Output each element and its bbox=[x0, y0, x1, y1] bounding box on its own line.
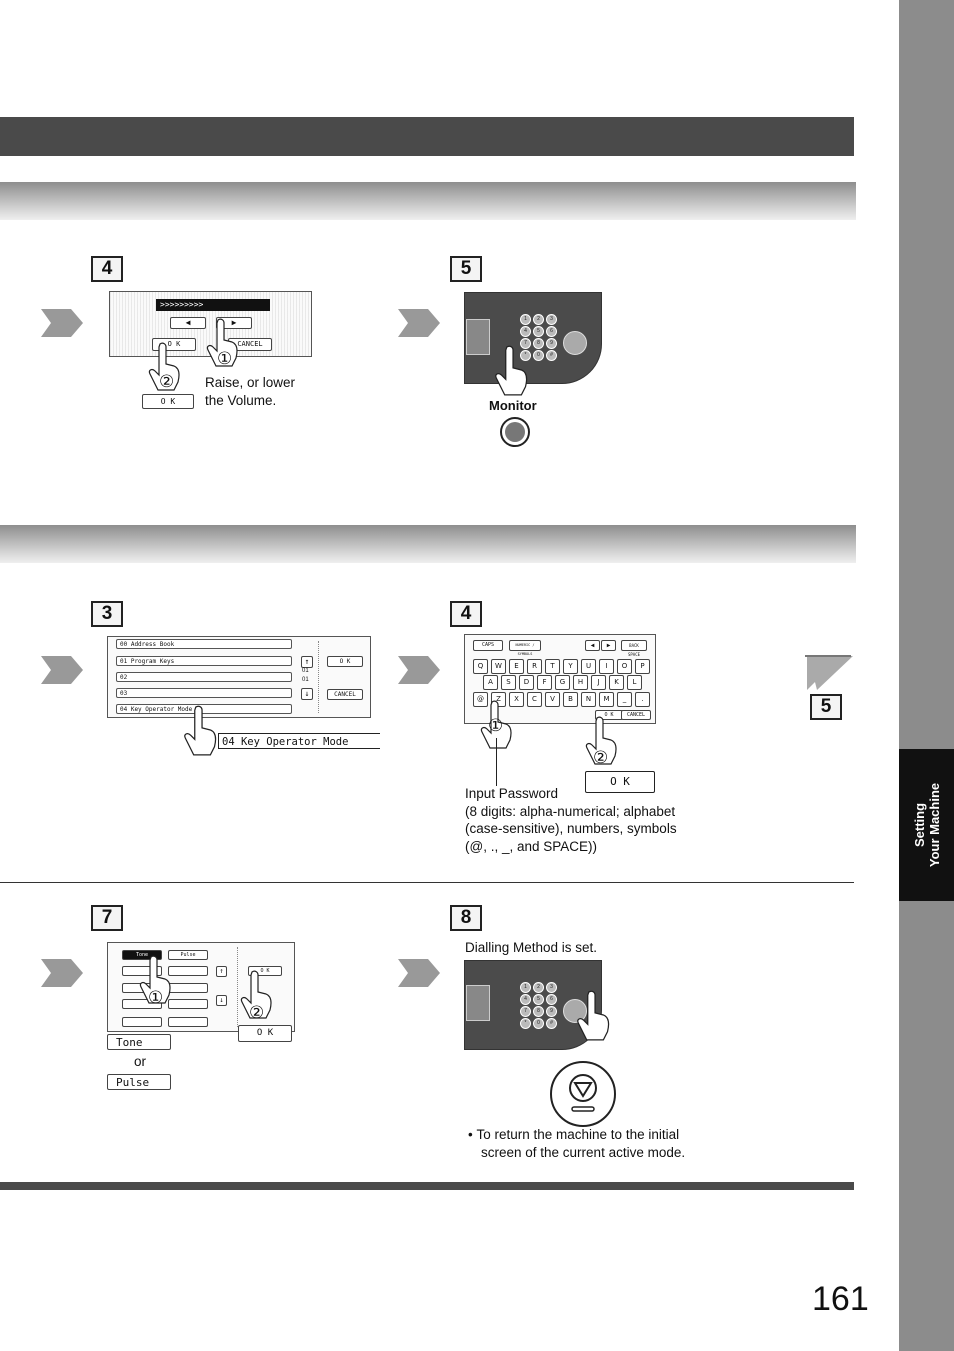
caps-button[interactable]: CAPS bbox=[473, 640, 503, 651]
volume-caption bbox=[205, 374, 295, 409]
keyboard-key[interactable]: I bbox=[599, 659, 614, 674]
finger-pointer-icon bbox=[576, 990, 612, 1042]
or-label: or bbox=[134, 1054, 147, 1069]
callout-marker-2: ② bbox=[159, 372, 175, 391]
section-header-bar bbox=[0, 182, 856, 220]
divider bbox=[318, 641, 319, 713]
step-number: 5 bbox=[450, 256, 482, 282]
list-item[interactable]: 01 Program Keys bbox=[116, 656, 292, 666]
cancel-button[interactable]: CANCEL bbox=[327, 689, 363, 700]
finger-pointer-icon bbox=[183, 705, 219, 757]
empty-slot bbox=[168, 983, 208, 993]
section-tab-setting[interactable] bbox=[899, 749, 954, 901]
tone-callout: Tone bbox=[107, 1034, 171, 1050]
callout-marker-2: ② bbox=[249, 1003, 265, 1022]
start-key bbox=[563, 331, 587, 355]
cursor-right-button[interactable]: ▶ bbox=[601, 640, 616, 651]
step-number: 4 bbox=[450, 601, 482, 627]
keyboard-key[interactable]: _ bbox=[617, 692, 632, 707]
scroll-page: 01 bbox=[302, 668, 309, 674]
keyboard-key[interactable]: R bbox=[527, 659, 542, 674]
empty-slot bbox=[168, 999, 208, 1009]
scroll-down-button[interactable]: ↓ bbox=[216, 995, 227, 1006]
keyboard-key[interactable]: O bbox=[617, 659, 632, 674]
step-number: 4 bbox=[91, 256, 123, 282]
ok-button[interactable]: O K bbox=[152, 338, 196, 351]
keyboard-key[interactable]: C bbox=[527, 692, 542, 707]
keyboard-key[interactable]: W bbox=[491, 659, 506, 674]
caption-line: Raise, or lower bbox=[205, 375, 296, 390]
key-operator-mode-callout: 04 Key Operator Mode bbox=[218, 733, 380, 749]
goto-arrow-icon bbox=[803, 654, 855, 694]
footer-bar bbox=[0, 1182, 854, 1190]
step-8-caption: Dialling Method is set. bbox=[465, 940, 598, 955]
section-header-bar bbox=[0, 525, 856, 563]
keyboard-key[interactable]: . bbox=[635, 692, 650, 707]
cancel-button[interactable]: CANCEL bbox=[621, 710, 651, 720]
monitor-label: Monitor bbox=[489, 398, 537, 413]
step-number: 5 bbox=[810, 694, 842, 720]
cursor-left-button[interactable]: ◀ bbox=[585, 640, 600, 651]
scroll-up-button[interactable]: ↑ bbox=[301, 656, 313, 668]
step-number: 7 bbox=[91, 905, 123, 931]
callout-marker-2: ② bbox=[593, 748, 609, 767]
keyboard-key[interactable]: V bbox=[545, 692, 560, 707]
scroll-page: 01 bbox=[302, 677, 309, 683]
ok-button-callout: O K bbox=[238, 1025, 292, 1042]
empty-slot bbox=[122, 1017, 162, 1027]
keyboard-key[interactable]: M bbox=[599, 692, 614, 707]
bullet-icon: • bbox=[468, 1127, 477, 1142]
keyboard-key[interactable]: Q bbox=[473, 659, 488, 674]
stop-icon bbox=[563, 1072, 603, 1116]
tone-button[interactable]: Tone bbox=[122, 950, 162, 960]
keyboard-key[interactable]: K bbox=[609, 675, 624, 690]
list-item[interactable]: 02 bbox=[116, 672, 292, 682]
step-arrow-icon bbox=[398, 959, 440, 987]
ok-button[interactable]: O K bbox=[248, 966, 282, 976]
monitor-icon bbox=[505, 422, 525, 442]
pulse-callout: Pulse bbox=[107, 1074, 171, 1090]
finger-pointer-icon bbox=[494, 345, 530, 397]
section-tab-label bbox=[912, 783, 942, 867]
cancel-button[interactable]: CANCEL bbox=[228, 338, 272, 351]
keyboard-key[interactable]: X bbox=[509, 692, 524, 707]
control-panel-image: 1 2 3 4 5 6 7 8 9 * 0 # bbox=[464, 292, 602, 384]
keyboard-key[interactable]: B bbox=[563, 692, 578, 707]
list-item[interactable]: 03 bbox=[116, 688, 292, 698]
step-arrow-icon bbox=[41, 959, 83, 987]
step-arrow-icon bbox=[398, 309, 440, 337]
caption-line: (@, ., _, and SPACE)) bbox=[465, 838, 597, 854]
stop-button[interactable] bbox=[550, 1061, 616, 1127]
keyboard-key[interactable]: @ bbox=[473, 692, 488, 707]
volume-up-button[interactable]: ▶ bbox=[216, 317, 252, 329]
keyboard-key[interactable]: E bbox=[509, 659, 524, 674]
pulse-button[interactable]: Pulse bbox=[168, 950, 208, 960]
callout-marker-1: ① bbox=[488, 716, 504, 735]
keyboard-key[interactable]: P bbox=[635, 659, 650, 674]
callout-marker-1: ① bbox=[148, 988, 164, 1007]
scroll-down-button[interactable]: ↓ bbox=[301, 688, 313, 700]
stop-note bbox=[468, 1126, 685, 1161]
ok-button[interactable]: O K bbox=[327, 656, 363, 667]
step-arrow-icon bbox=[41, 656, 83, 684]
scroll-up-button[interactable]: ↑ bbox=[216, 966, 227, 977]
tab-label-line2: Your Machine bbox=[926, 782, 942, 868]
note-line: screen of the current active mode. bbox=[481, 1144, 686, 1160]
backspace-button[interactable]: BACK SPACE bbox=[621, 640, 647, 651]
step-number: 3 bbox=[91, 601, 123, 627]
section-divider bbox=[0, 882, 854, 883]
page-number: 161 bbox=[812, 1280, 869, 1318]
keyboard-key[interactable]: G bbox=[555, 675, 570, 690]
empty-slot bbox=[168, 1017, 208, 1027]
empty-slot bbox=[168, 966, 208, 976]
caption-line: (case-sensitive), numbers, symbols bbox=[465, 821, 677, 836]
control-panel-image: 1 2 3 4 5 6 7 8 9 * 0 # bbox=[464, 960, 602, 1050]
caption-line: Input Password bbox=[465, 786, 559, 801]
password-caption bbox=[465, 785, 677, 855]
panel-display bbox=[466, 319, 490, 355]
ok-button-callout: O K bbox=[142, 394, 194, 409]
keyboard-key[interactable]: U bbox=[581, 659, 596, 674]
step-number: 8 bbox=[450, 905, 482, 931]
list-item[interactable]: 04 Key Operator Mode bbox=[116, 704, 292, 714]
side-tab-strip bbox=[899, 0, 954, 1351]
key-operator-screen bbox=[107, 636, 371, 718]
keyboard-key[interactable]: H bbox=[573, 675, 588, 690]
keyboard-key[interactable]: J bbox=[591, 675, 606, 690]
keyboard-key[interactable]: Z bbox=[491, 692, 506, 707]
step-arrow-icon bbox=[398, 656, 440, 684]
keyboard-key[interactable]: L bbox=[627, 675, 642, 690]
caption-line: the Volume. bbox=[205, 392, 277, 408]
chapter-header-bar bbox=[0, 117, 854, 156]
keyboard-key[interactable]: D bbox=[519, 675, 534, 690]
keyboard-key[interactable]: S bbox=[501, 675, 516, 690]
callout-marker-1: ① bbox=[217, 349, 233, 368]
panel-display bbox=[466, 985, 490, 1021]
ok-button[interactable]: O K bbox=[595, 710, 623, 720]
keyboard-key[interactable]: N bbox=[581, 692, 596, 707]
volume-level-display: >>>>>>>>> bbox=[156, 299, 270, 311]
leader-line bbox=[496, 738, 497, 786]
symbols-button[interactable]: NUMERIC / SYMBOLS bbox=[509, 640, 541, 651]
volume-down-button[interactable]: ◀ bbox=[170, 317, 206, 329]
note-line: To return the machine to the initial bbox=[476, 1127, 680, 1142]
keyboard-key[interactable]: Y bbox=[563, 659, 578, 674]
keyboard-key[interactable]: A bbox=[483, 675, 498, 690]
caption-line: (8 digits: alpha-numerical; alphabet bbox=[465, 803, 676, 819]
keyboard-key[interactable]: T bbox=[545, 659, 560, 674]
ok-button-callout: O K bbox=[585, 771, 655, 793]
divider bbox=[237, 947, 238, 1027]
step-arrow-icon bbox=[41, 309, 83, 337]
monitor-button[interactable] bbox=[500, 417, 530, 447]
tab-label-line1: Setting bbox=[911, 802, 927, 848]
keyboard-key[interactable]: F bbox=[537, 675, 552, 690]
list-item[interactable]: 00 Address Book bbox=[116, 639, 292, 649]
